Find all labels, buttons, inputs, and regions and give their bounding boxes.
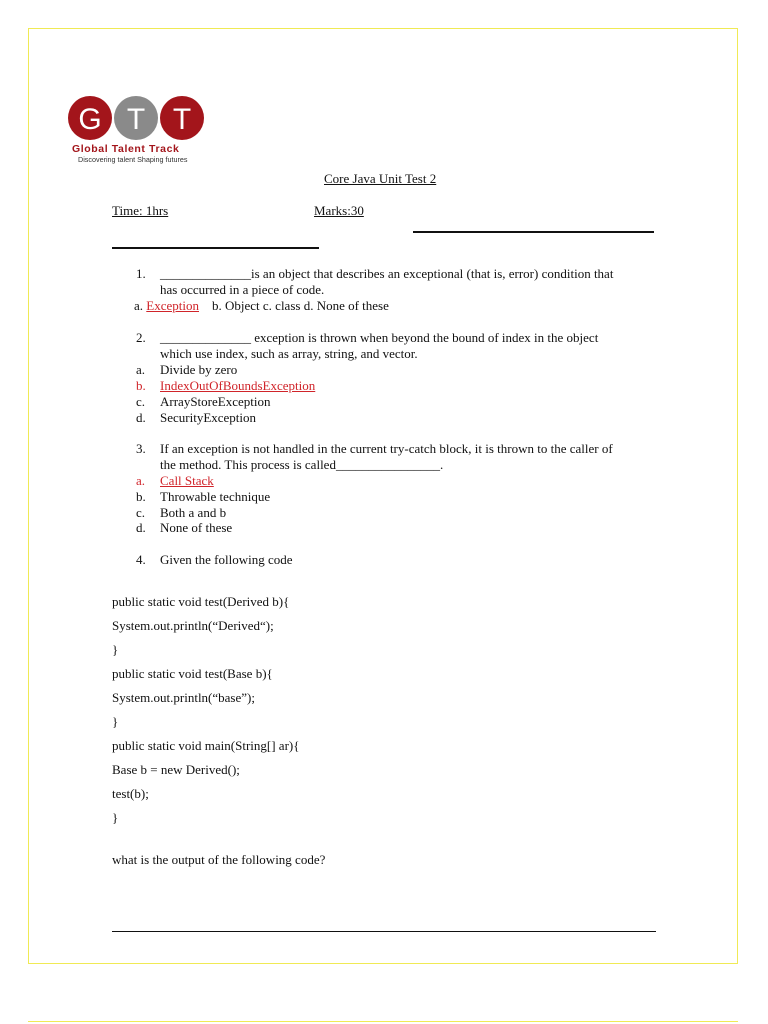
q2-option-d-letter: d. xyxy=(136,410,146,425)
code-line: System.out.println(“Derived“); xyxy=(112,618,274,633)
answer-line xyxy=(112,931,656,932)
option-a-answer: Exception xyxy=(146,298,199,313)
code-line: public static void test(Base b){ xyxy=(112,666,273,681)
code-line: System.out.println(“base”); xyxy=(112,690,255,705)
q2-option-b-letter: b. xyxy=(136,378,146,393)
q3-option-b-letter: b. xyxy=(136,489,146,504)
question-3-line2: the method. This process is called________________. xyxy=(160,457,444,472)
code-line: public static void main(String[] ar){ xyxy=(112,738,300,753)
question-3-text xyxy=(160,441,650,473)
code-line: Base b = new Derived(); xyxy=(112,762,240,777)
q3-option-a-answer: Call Stack xyxy=(160,473,214,488)
logo-letter-t1: T xyxy=(126,103,146,136)
question-2-line2: which use index, such as array, string, and vector. xyxy=(160,346,418,361)
q3-option-a-letter: a. xyxy=(136,473,146,488)
q3-option-d-text: None of these xyxy=(160,520,233,535)
question-1-blank: ______________ xyxy=(160,266,251,281)
question-1-line2: has occurred in a piece of code. xyxy=(160,282,325,297)
code-line: } xyxy=(112,810,119,825)
code-line: } xyxy=(112,642,119,657)
q3-option-d-letter: d. xyxy=(136,520,146,535)
q3-option-c-letter: c. xyxy=(136,505,146,520)
option-a-letter: a. xyxy=(134,298,144,313)
question-3-number: 3. xyxy=(136,441,146,456)
q2-option-b-answer: IndexOutOfBoundsException xyxy=(160,378,316,393)
q2-option-a-letter: a. xyxy=(136,362,146,377)
logo-name: Global Talent Track xyxy=(72,143,180,155)
name-line xyxy=(413,231,654,233)
page-border xyxy=(28,28,738,964)
code-line: test(b); xyxy=(112,786,149,801)
gtt-logo-icon xyxy=(68,95,208,167)
time-label: Time: 1hrs xyxy=(112,203,169,218)
question-4-text: Given the following code xyxy=(160,552,293,567)
page-title: Core Java Unit Test 2 xyxy=(324,171,437,186)
code-line: } xyxy=(112,714,119,729)
signature-line xyxy=(112,247,319,249)
q2-option-c-text: ArrayStoreException xyxy=(160,394,271,409)
logo-letter-t2: T xyxy=(172,103,192,136)
followup-question: what is the output of the following code? xyxy=(112,852,326,867)
logo-letter-g: G xyxy=(78,103,102,136)
question-2-number: 2. xyxy=(136,330,146,345)
q2-option-c-letter: c. xyxy=(136,394,146,409)
footer-rule xyxy=(28,1021,738,1022)
code-line: public static void test(Derived b){ xyxy=(112,594,290,609)
question-4-number: 4. xyxy=(136,552,146,567)
q3-option-b-text: Throwable technique xyxy=(160,489,271,504)
question-2-line1: ______________ exception is thrown when beyond the bound of index in the object xyxy=(160,330,599,345)
question-1-line1: is an object that describes an exceptional (that is, error) condition that xyxy=(251,266,614,281)
q3-option-c-text: Both a and b xyxy=(160,505,227,520)
question-1-number: 1. xyxy=(136,266,146,281)
q2-option-a-text: Divide by zero xyxy=(160,362,238,377)
gtt-logo xyxy=(68,95,208,167)
q2-option-d-text: SecurityException xyxy=(160,410,257,425)
question-3-line1: If an exception is not handled in the current try-catch block, it is thrown to the caller of xyxy=(160,441,613,456)
question-2-text xyxy=(160,330,650,362)
question-1-options xyxy=(134,298,389,314)
options-b-c-d: b. Object c. class d. None of these xyxy=(212,298,389,313)
question-1-text xyxy=(160,266,650,298)
logo-tagline: Discovering talent Shaping futures xyxy=(78,155,188,164)
marks-label: Marks:30 xyxy=(314,203,364,218)
